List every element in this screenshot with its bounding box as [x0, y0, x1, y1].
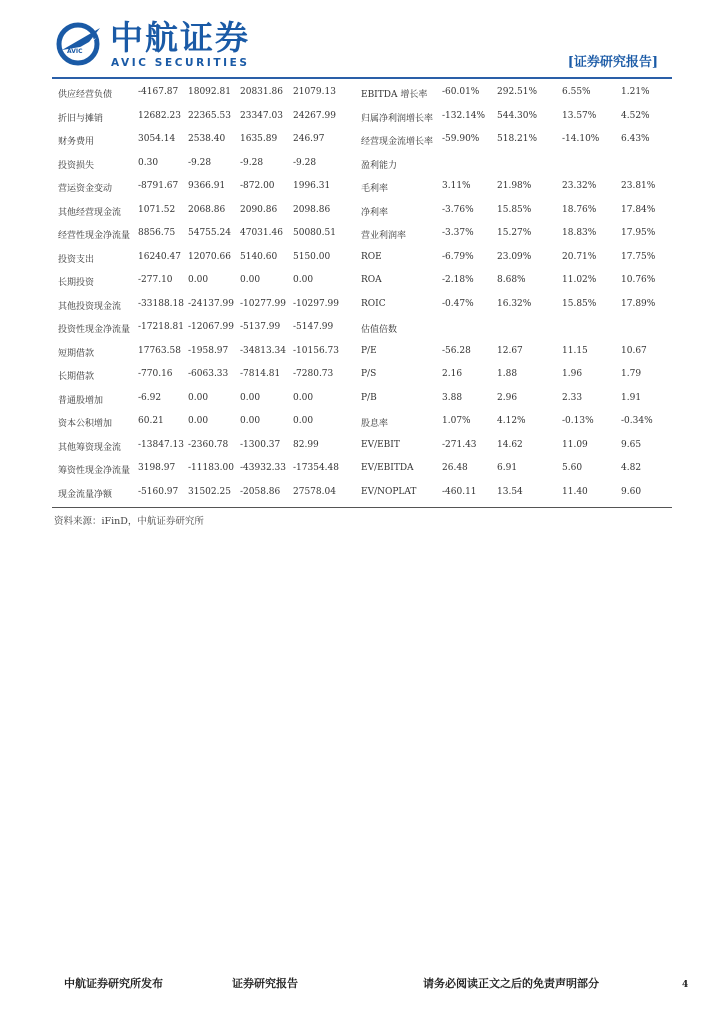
table-cell: 1996.31 — [293, 181, 331, 191]
table-cell: 2538.40 — [188, 134, 226, 144]
table-cell: -43932.33 — [240, 463, 286, 473]
table-cell: 26.48 — [442, 463, 468, 473]
table-cell: 11.15 — [562, 345, 588, 356]
row-label: EV/NOPLAT — [361, 486, 417, 497]
table-cell: 12.67 — [497, 345, 523, 356]
table-cell: 0.00 — [240, 416, 261, 426]
table-cell: -4167.87 — [138, 87, 179, 97]
table-row — [54, 456, 672, 480]
table-cell: -277.10 — [138, 275, 173, 285]
table-cell: 3.11% — [442, 181, 471, 191]
row-label: 盈利能力 — [361, 160, 398, 171]
table-cell: 0.00 — [188, 275, 209, 285]
table-row — [54, 245, 672, 269]
table-cell: 0.00 — [188, 416, 209, 426]
table-cell: -0.47% — [442, 298, 474, 309]
row-label: 资本公积增加 — [58, 419, 113, 429]
table-cell: 4.12% — [497, 416, 526, 426]
table-cell: -11183.00 — [188, 463, 234, 473]
table-cell: 60.21 — [138, 416, 164, 426]
row-label: 其他经营现金流 — [58, 207, 122, 218]
table-row — [54, 386, 672, 410]
table-cell: -13847.13 — [138, 439, 184, 450]
table-cell: -5160.97 — [138, 486, 179, 497]
table-cell: 8856.75 — [138, 228, 176, 238]
table-cell: 4.52% — [621, 110, 650, 121]
row-label: ROE — [361, 251, 382, 262]
table-cell: 16.32% — [497, 298, 532, 309]
table-cell: -24137.99 — [188, 298, 234, 309]
table-cell: 1.88 — [497, 369, 518, 379]
table-cell: 0.00 — [293, 392, 314, 403]
table-cell: -2058.86 — [240, 486, 281, 497]
table-cell: -60.01% — [442, 87, 480, 97]
table-cell: 14.62 — [497, 439, 523, 450]
table-cell: 11.40 — [562, 486, 588, 497]
row-label: 现金流量净额 — [58, 489, 113, 500]
footer-disclaimer: 请务必阅读正文之后的免责声明部分 — [423, 977, 599, 990]
table-cell: 0.00 — [188, 392, 209, 403]
table-cell: 3054.14 — [138, 134, 176, 144]
table-cell: -33188.18 — [138, 298, 184, 309]
table-cell: 9.60 — [621, 486, 642, 497]
table-cell: 1.07% — [442, 416, 471, 426]
footer-publisher: 中航证券研究所发布 — [64, 977, 163, 990]
table-cell: 518.21% — [497, 134, 538, 144]
table-cell: 544.30% — [497, 110, 538, 121]
table-cell: 20.71% — [562, 251, 597, 262]
table-row — [54, 198, 672, 222]
table-cell: 23.81% — [621, 181, 656, 191]
row-label: 估值倍数 — [361, 325, 398, 335]
row-label: P/E — [361, 345, 377, 356]
row-label: 投资性现金净流量 — [58, 325, 131, 335]
table-row — [54, 362, 672, 386]
table-cell: 13.57% — [562, 110, 597, 121]
table-cell: 1635.89 — [240, 134, 278, 144]
report-type-tag: [证券研究报告] — [567, 55, 658, 70]
table-cell: 31502.25 — [188, 486, 231, 497]
table-bottom-rule — [52, 507, 672, 508]
table-cell: 2.33 — [562, 392, 583, 403]
page-number: 4 — [682, 980, 689, 990]
table-cell: 1.79 — [621, 369, 642, 379]
row-label: 股息率 — [361, 419, 389, 429]
row-label: 筹资性现金净流量 — [58, 466, 131, 476]
table-cell: -14.10% — [562, 134, 600, 144]
table-row — [54, 104, 672, 128]
svg-text:AVIC: AVIC — [67, 48, 83, 55]
table-cell: 0.00 — [240, 275, 261, 285]
table-cell: -5147.99 — [293, 322, 334, 332]
table-cell: 1.96 — [562, 369, 583, 379]
table-cell: 3.88 — [442, 392, 463, 403]
table-cell: 15.85% — [562, 298, 597, 309]
table-row — [54, 221, 672, 245]
table-row — [54, 433, 672, 457]
table-cell: 5150.00 — [293, 251, 331, 262]
row-label: 财务费用 — [58, 137, 95, 147]
avic-logo-icon — [56, 20, 104, 66]
brand-name-cn: 中航证券 — [110, 18, 250, 57]
table-cell: 6.55% — [562, 87, 591, 97]
table-row — [54, 339, 672, 363]
header-divider — [52, 77, 672, 79]
table-cell: -2.18% — [442, 275, 474, 285]
table-cell: 8.68% — [497, 275, 526, 285]
row-label: EV/EBITDA — [361, 463, 414, 473]
table-row — [54, 80, 672, 104]
row-label: 投资损失 — [58, 160, 95, 171]
table-cell: -7280.73 — [293, 369, 334, 379]
row-label: 营运资金变动 — [58, 184, 113, 194]
table-cell: 6.43% — [621, 134, 650, 144]
table-cell: 18.76% — [562, 204, 597, 215]
table-cell: 22365.53 — [188, 110, 231, 121]
table-cell: 17.95% — [621, 228, 656, 238]
table-cell: 24267.99 — [293, 110, 336, 121]
table-row — [54, 315, 672, 339]
table-cell: -872.00 — [240, 181, 275, 191]
table-cell: 21.98% — [497, 181, 532, 191]
row-label: P/B — [361, 392, 377, 403]
table-cell: 0.00 — [293, 275, 314, 285]
table-cell: 17.84% — [621, 204, 656, 215]
table-cell: -1958.97 — [188, 345, 229, 356]
table-cell: -271.43 — [442, 439, 477, 450]
table-cell: 27578.04 — [293, 486, 336, 497]
table-cell: 292.51% — [497, 87, 538, 97]
brand-name-en: AVIC SECURITIES — [111, 57, 250, 69]
data-source-note: 资料来源：iFinD，中航证券研究所 — [54, 516, 204, 527]
table-cell: 5140.60 — [240, 251, 278, 262]
row-label: 长期投资 — [58, 278, 95, 288]
table-cell: -56.28 — [442, 345, 471, 356]
table-row — [54, 409, 672, 433]
table-cell: 12682.23 — [138, 110, 181, 121]
table-cell: -460.11 — [442, 486, 477, 497]
row-label: EBITDA 增长率 — [361, 90, 428, 100]
row-label: 净利率 — [361, 207, 389, 218]
row-label: 短期借款 — [58, 348, 95, 359]
table-cell: -12067.99 — [188, 322, 234, 332]
table-cell: 21079.13 — [293, 87, 336, 97]
table-cell: -1300.37 — [240, 439, 281, 450]
table-cell: -9.28 — [188, 157, 212, 168]
table-cell: 2098.86 — [293, 204, 331, 215]
table-cell: -34813.34 — [240, 345, 286, 356]
row-label: 经营现金流增长率 — [361, 137, 434, 147]
table-cell: -10156.73 — [293, 345, 339, 356]
financial-forecast-table — [54, 80, 672, 503]
table-cell: 0.00 — [293, 416, 314, 426]
table-cell: -8791.67 — [138, 181, 179, 191]
row-label: 其他筹资现金流 — [58, 442, 122, 453]
table-cell: -7814.81 — [240, 369, 281, 379]
table-cell: -3.76% — [442, 204, 474, 215]
row-label: 归属净利润增长率 — [361, 113, 434, 124]
table-cell: 0.00 — [240, 392, 261, 403]
table-cell: -59.90% — [442, 134, 480, 144]
table-cell: 4.82 — [621, 463, 642, 473]
table-cell: -10297.99 — [293, 298, 339, 309]
table-cell: -17354.48 — [293, 463, 339, 473]
table-cell: -10277.99 — [240, 298, 286, 309]
table-cell: -9.28 — [240, 157, 264, 168]
table-cell: -17218.81 — [138, 322, 184, 332]
table-cell: 10.67 — [621, 345, 647, 356]
table-cell: -9.28 — [293, 157, 317, 168]
table-cell: 17.75% — [621, 251, 656, 262]
table-cell: 17.89% — [621, 298, 656, 309]
row-label: P/S — [361, 369, 377, 379]
table-cell: 9.65 — [621, 439, 642, 450]
footer-report-type: 证券研究报告 — [232, 977, 298, 990]
table-cell: 1.91 — [621, 392, 642, 403]
table-cell: 17763.58 — [138, 345, 181, 356]
table-cell: -770.16 — [138, 369, 173, 379]
table-cell: 1071.52 — [138, 204, 176, 215]
row-label: ROIC — [361, 298, 386, 309]
row-label: EV/EBIT — [361, 439, 400, 450]
row-label: 供应经营负债 — [58, 90, 113, 100]
table-cell: 13.54 — [497, 486, 523, 497]
table-cell: 50080.51 — [293, 228, 336, 238]
table-cell: -5137.99 — [240, 322, 281, 332]
table-cell: 2.16 — [442, 369, 463, 379]
table-cell: 2068.86 — [188, 204, 226, 215]
table-cell: 0.30 — [138, 157, 159, 168]
table-cell: -0.34% — [621, 416, 653, 426]
table-cell: 23.09% — [497, 251, 532, 262]
table-cell: 5.60 — [562, 463, 583, 473]
table-cell: 1.21% — [621, 87, 650, 97]
table-cell: 47031.46 — [240, 228, 283, 238]
table-cell: 11.02% — [562, 275, 597, 285]
table-cell: 2090.86 — [240, 204, 278, 215]
table-row — [54, 127, 672, 151]
table-cell: 3198.97 — [138, 463, 176, 473]
table-cell: -6.92 — [138, 392, 162, 403]
row-label: 普通股增加 — [58, 395, 104, 406]
table-cell: 2.96 — [497, 392, 518, 403]
table-cell: 15.27% — [497, 228, 532, 238]
row-label: 其他投资现金流 — [58, 301, 122, 312]
table-cell: -6063.33 — [188, 369, 229, 379]
row-label: 折旧与摊销 — [58, 113, 104, 124]
table-cell: -6.79% — [442, 251, 474, 262]
row-label: 营业利润率 — [361, 231, 407, 241]
table-cell: 54755.24 — [188, 228, 231, 238]
table-cell: 11.09 — [562, 439, 588, 450]
table-row — [54, 480, 672, 504]
table-cell: -132.14% — [442, 110, 486, 121]
table-cell: 23347.03 — [240, 110, 283, 121]
table-cell: 20831.86 — [240, 87, 283, 97]
table-cell: 12070.66 — [188, 251, 231, 262]
table-row — [54, 151, 672, 175]
table-row — [54, 268, 672, 292]
table-row — [54, 174, 672, 198]
row-label: ROA — [361, 275, 382, 285]
table-cell: 82.99 — [293, 439, 319, 450]
table-cell: 246.97 — [293, 134, 325, 144]
page-header — [0, 0, 724, 80]
row-label: 经营性现金净流量 — [58, 231, 131, 241]
table-cell: 15.85% — [497, 204, 532, 215]
row-label: 投资支出 — [58, 254, 95, 265]
table-cell: 10.76% — [621, 275, 656, 285]
table-row — [54, 292, 672, 316]
row-label: 长期借款 — [58, 372, 95, 382]
table-cell: 6.91 — [497, 463, 518, 473]
table-cell: -0.13% — [562, 416, 594, 426]
table-cell: 23.32% — [562, 181, 597, 191]
table-cell: 18.83% — [562, 228, 597, 238]
table-cell: 9366.91 — [188, 181, 226, 191]
table-cell: 18092.81 — [188, 87, 231, 97]
row-label: 毛利率 — [361, 184, 389, 194]
table-cell: -2360.78 — [188, 439, 229, 450]
table-cell: 16240.47 — [138, 251, 181, 262]
table-cell: -3.37% — [442, 228, 474, 238]
